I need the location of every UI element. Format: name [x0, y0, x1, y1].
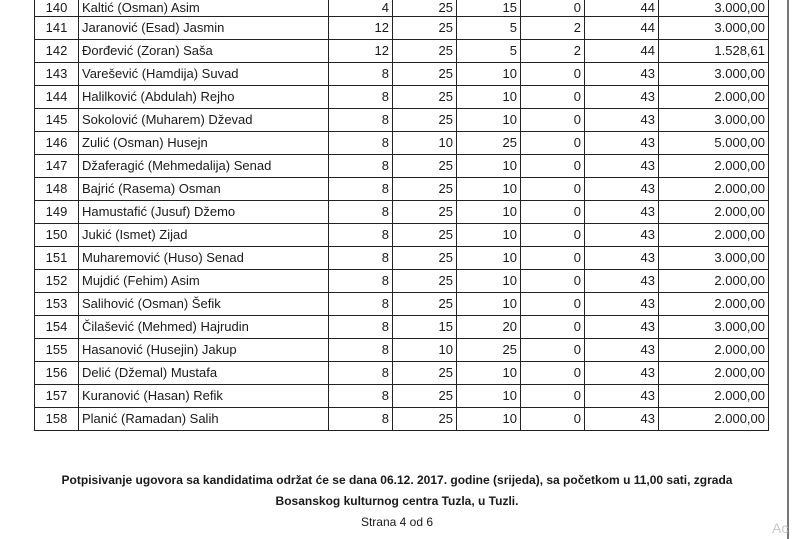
cell-score-b: 25	[393, 293, 457, 316]
cell-score-b: 15	[393, 316, 457, 339]
cell-score-b: 25	[393, 40, 457, 63]
cell-score-a: 8	[329, 201, 393, 224]
cell-candidate-name: Jaranović (Esad) Jasmin	[79, 17, 329, 40]
cell-score-d: 0	[521, 293, 585, 316]
cell-candidate-name: Đorđević (Zoran) Saša	[79, 40, 329, 63]
cell-score-b: 25	[393, 270, 457, 293]
cell-score-a: 8	[329, 155, 393, 178]
cell-score-a: 8	[329, 362, 393, 385]
table-row	[35, 0, 769, 17]
cell-candidate-name: Planić (Ramadan) Salih	[79, 408, 329, 431]
cell-amount: 2.000,00	[659, 86, 769, 109]
cell-score-d: 0	[521, 109, 585, 132]
cell-candidate-name: Sokolović (Muharem) Dževad	[79, 109, 329, 132]
cell-score-c: 15	[457, 0, 521, 17]
cell-row-number: 142	[35, 40, 79, 63]
cell-candidate-name: Mujdić (Fehim) Asim	[79, 270, 329, 293]
cell-amount: 2.000,00	[659, 155, 769, 178]
cell-candidate-name: Zulić (Osman) Husejn	[79, 132, 329, 155]
signing-note-line-1: Potpisivanje ugovora sa kandidatima održat će se dana 06.12. 2017. godine (srijeda), sa početkom u 11,00 sati, zgrada	[61, 473, 733, 487]
table-row	[35, 109, 769, 132]
table-row	[35, 132, 769, 155]
page-edge-divider	[787, 0, 789, 539]
cell-score-b: 25	[393, 0, 457, 17]
cell-score-d: 0	[521, 247, 585, 270]
cell-score-b: 25	[393, 178, 457, 201]
cell-score-b: 10	[393, 339, 457, 362]
cell-amount: 2.000,00	[659, 408, 769, 431]
activation-watermark: Ac	[772, 520, 789, 536]
cell-score-a: 8	[329, 224, 393, 247]
cell-total-points: 43	[585, 293, 659, 316]
cell-row-number: 151	[35, 247, 79, 270]
cell-row-number: 158	[35, 408, 79, 431]
table-row	[35, 201, 769, 224]
cell-score-b: 25	[393, 247, 457, 270]
cell-score-d: 0	[521, 316, 585, 339]
cell-score-c: 10	[457, 293, 521, 316]
cell-score-d: 0	[521, 0, 585, 17]
cell-row-number: 157	[35, 385, 79, 408]
cell-total-points: 43	[585, 63, 659, 86]
table-row	[35, 155, 769, 178]
cell-candidate-name: Varešević (Hamdija) Suvad	[79, 63, 329, 86]
cell-row-number: 143	[35, 63, 79, 86]
cell-score-d: 0	[521, 270, 585, 293]
cell-amount: 3.000,00	[659, 17, 769, 40]
cell-score-c: 10	[457, 408, 521, 431]
cell-amount: 2.000,00	[659, 385, 769, 408]
cell-score-a: 8	[329, 132, 393, 155]
cell-amount: 3.000,00	[659, 109, 769, 132]
table-row	[35, 224, 769, 247]
cell-score-d: 0	[521, 224, 585, 247]
cell-score-a: 4	[329, 0, 393, 17]
cell-score-c: 10	[457, 362, 521, 385]
cell-score-a: 8	[329, 408, 393, 431]
cell-total-points: 43	[585, 132, 659, 155]
cell-score-c: 5	[457, 40, 521, 63]
cell-row-number: 154	[35, 316, 79, 339]
cell-row-number: 150	[35, 224, 79, 247]
cell-candidate-name: Salihović (Osman) Šefik	[79, 293, 329, 316]
cell-amount: 3.000,00	[659, 0, 769, 17]
cell-total-points: 44	[585, 40, 659, 63]
table-row	[35, 178, 769, 201]
cell-amount: 2.000,00	[659, 339, 769, 362]
cell-total-points: 43	[585, 224, 659, 247]
cell-score-a: 8	[329, 270, 393, 293]
table-row	[35, 247, 769, 270]
cell-score-c: 10	[457, 63, 521, 86]
cell-total-points: 43	[585, 362, 659, 385]
cell-total-points: 43	[585, 109, 659, 132]
cell-score-c: 25	[457, 132, 521, 155]
cell-score-b: 25	[393, 408, 457, 431]
page-number: Strana 4 od 6	[360, 515, 434, 529]
cell-row-number: 156	[35, 362, 79, 385]
cell-amount: 3.000,00	[659, 316, 769, 339]
cell-score-d: 0	[521, 201, 585, 224]
cell-amount: 2.000,00	[659, 293, 769, 316]
cell-row-number: 140	[35, 0, 79, 17]
cell-row-number: 141	[35, 17, 79, 40]
cell-score-b: 25	[393, 17, 457, 40]
table-row	[35, 40, 769, 63]
cell-score-b: 25	[393, 63, 457, 86]
table-row	[35, 17, 769, 40]
cell-score-c: 25	[457, 339, 521, 362]
cell-score-d: 2	[521, 40, 585, 63]
cell-score-d: 0	[521, 178, 585, 201]
cell-score-b: 25	[393, 224, 457, 247]
cell-total-points: 43	[585, 155, 659, 178]
signing-note-line-2: Bosanskog kulturnog centra Tuzla, u Tuzli.	[275, 494, 519, 508]
cell-score-d: 2	[521, 17, 585, 40]
cell-score-d: 0	[521, 86, 585, 109]
cell-score-c: 10	[457, 385, 521, 408]
cell-row-number: 145	[35, 109, 79, 132]
cell-score-a: 8	[329, 339, 393, 362]
cell-total-points: 43	[585, 86, 659, 109]
cell-score-c: 10	[457, 201, 521, 224]
cell-row-number: 146	[35, 132, 79, 155]
cell-score-a: 8	[329, 86, 393, 109]
cell-amount: 3.000,00	[659, 247, 769, 270]
cell-score-b: 25	[393, 385, 457, 408]
cell-amount: 2.000,00	[659, 178, 769, 201]
table-row	[35, 293, 769, 316]
cell-candidate-name: Bajrić (Rasema) Osman	[79, 178, 329, 201]
cell-candidate-name: Jukić (Ismet) Zijad	[79, 224, 329, 247]
table-row	[35, 86, 769, 109]
cell-score-c: 10	[457, 109, 521, 132]
cell-row-number: 147	[35, 155, 79, 178]
table-row	[35, 339, 769, 362]
cell-total-points: 43	[585, 178, 659, 201]
cell-candidate-name: Kaltić (Osman) Asim	[79, 0, 329, 17]
cell-score-d: 0	[521, 155, 585, 178]
cell-candidate-name: Čilašević (Mehmed) Hajrudin	[79, 316, 329, 339]
cell-score-a: 8	[329, 178, 393, 201]
table-row	[35, 362, 769, 385]
cell-score-a: 8	[329, 385, 393, 408]
cell-row-number: 153	[35, 293, 79, 316]
cell-candidate-name: Halilković (Abdulah) Rejho	[79, 86, 329, 109]
cell-score-b: 25	[393, 201, 457, 224]
cell-candidate-name: Kuranović (Hasan) Refik	[79, 385, 329, 408]
cell-score-c: 5	[457, 17, 521, 40]
cell-candidate-name: Delić (Džemal) Mustafa	[79, 362, 329, 385]
cell-score-d: 0	[521, 63, 585, 86]
cell-total-points: 43	[585, 247, 659, 270]
cell-score-b: 25	[393, 109, 457, 132]
cell-score-a: 8	[329, 316, 393, 339]
cell-candidate-name: Džaferagić (Mehmedalija) Senad	[79, 155, 329, 178]
cell-amount: 5.000,00	[659, 132, 769, 155]
cell-candidate-name: Hamustafić (Jusuf) Džemo	[79, 201, 329, 224]
cell-score-d: 0	[521, 339, 585, 362]
cell-score-b: 25	[393, 86, 457, 109]
cell-amount: 2.000,00	[659, 270, 769, 293]
cell-score-b: 25	[393, 362, 457, 385]
cell-candidate-name: Hasanović (Husejin) Jakup	[79, 339, 329, 362]
cell-row-number: 149	[35, 201, 79, 224]
cell-total-points: 43	[585, 339, 659, 362]
cell-score-a: 8	[329, 109, 393, 132]
cell-score-c: 10	[457, 178, 521, 201]
cell-amount: 3.000,00	[659, 63, 769, 86]
cell-total-points: 43	[585, 385, 659, 408]
cell-score-a: 12	[329, 40, 393, 63]
cell-amount: 2.000,00	[659, 224, 769, 247]
cell-score-d: 0	[521, 132, 585, 155]
document-footer	[0, 470, 794, 533]
cell-score-a: 8	[329, 63, 393, 86]
cell-score-b: 10	[393, 132, 457, 155]
cell-score-c: 10	[457, 270, 521, 293]
cell-candidate-name: Muharemović (Huso) Senad	[79, 247, 329, 270]
cell-score-a: 8	[329, 247, 393, 270]
cell-total-points: 43	[585, 201, 659, 224]
results-table-container	[34, 0, 768, 431]
cell-row-number: 155	[35, 339, 79, 362]
cell-row-number: 152	[35, 270, 79, 293]
cell-score-a: 12	[329, 17, 393, 40]
cell-score-c: 10	[457, 247, 521, 270]
table-row	[35, 63, 769, 86]
cell-total-points: 43	[585, 316, 659, 339]
cell-score-c: 10	[457, 224, 521, 247]
cell-score-b: 25	[393, 155, 457, 178]
cell-score-c: 10	[457, 86, 521, 109]
table-row	[35, 408, 769, 431]
cell-score-a: 8	[329, 293, 393, 316]
table-row	[35, 270, 769, 293]
cell-row-number: 144	[35, 86, 79, 109]
cell-total-points: 43	[585, 408, 659, 431]
cell-score-c: 20	[457, 316, 521, 339]
cell-score-d: 0	[521, 408, 585, 431]
table-row	[35, 385, 769, 408]
cell-amount: 2.000,00	[659, 362, 769, 385]
cell-total-points: 44	[585, 0, 659, 17]
table-row	[35, 316, 769, 339]
cell-score-c: 10	[457, 155, 521, 178]
cell-score-d: 0	[521, 385, 585, 408]
results-table	[34, 0, 769, 431]
cell-amount: 2.000,00	[659, 201, 769, 224]
cell-row-number: 148	[35, 178, 79, 201]
cell-total-points: 44	[585, 17, 659, 40]
cell-total-points: 43	[585, 270, 659, 293]
results-table-body	[35, 0, 769, 431]
cell-score-d: 0	[521, 362, 585, 385]
cell-amount: 1.528,61	[659, 40, 769, 63]
